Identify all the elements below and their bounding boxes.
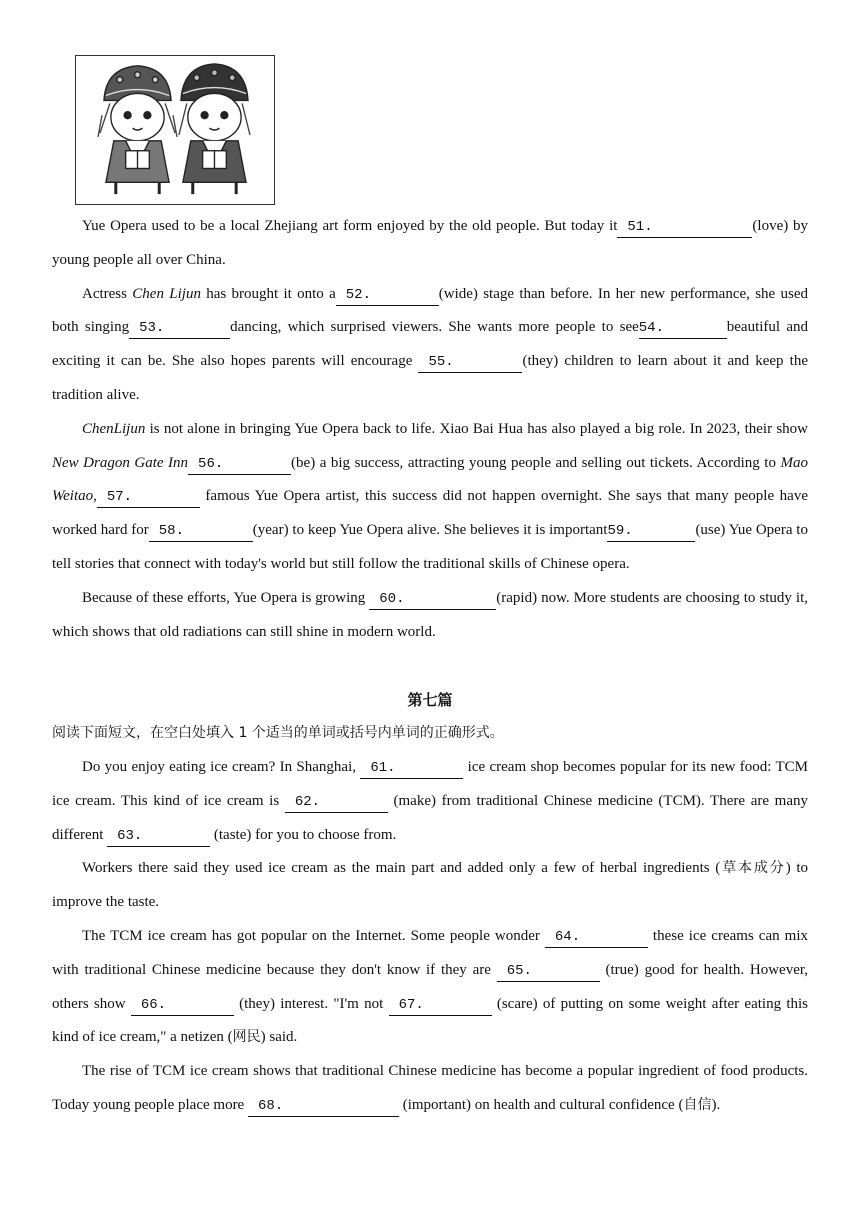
answer-blank-51[interactable]: 51.	[617, 216, 752, 238]
answer-blank-62[interactable]: 62.	[285, 791, 388, 813]
passage-six	[52, 210, 808, 649]
paragraph: Yue Opera used to be a local Zhejiang art form enjoyed by the old people. But today it 51. (love) by young people all over China.	[52, 218, 808, 268]
answer-blank-67[interactable]: 67.	[389, 994, 492, 1016]
paragraph: Because of these efforts, Yue Opera is growing 60. (rapid) now. More students are choosing to study it, which shows that old radiations can still shine in modern world.	[52, 589, 808, 640]
answer-blank-56[interactable]: 56.	[188, 453, 291, 475]
paragraph: Workers there said they used ice cream as the main part and added only a few of herbal ingredients (草本成分) to improve the taste.	[52, 860, 808, 911]
answer-blank-63[interactable]: 63.	[107, 825, 210, 847]
answer-blank-55[interactable]: 55.	[418, 351, 522, 373]
answer-blank-54[interactable]: 54.	[639, 317, 727, 339]
opera-figures-illustration	[75, 55, 275, 205]
paragraph: The TCM ice cream has got popular on the Internet. Some people wonder 64. these ice creams can mix with traditional Chinese medicine because they don't know if they are 65. (true) good for health. However, others show 66. (they) interest. "I'm not 67. (scare) of putting on some weight after eating this kind of ice cream," a netizen (网民) said.	[52, 927, 809, 1046]
answer-blank-53[interactable]: 53.	[129, 317, 230, 339]
opera-figures-drawing	[76, 56, 274, 204]
paragraph: ChenLijun is not alone in bringing Yue Opera back to life. Xiao Bai Hua has also played a big role. In 2023, their show New Dragon Gate Inn 56. (be) a big success, attracting young people and selling out tickets. According to Mao Weitao, 57. famous Yue Opera artist, this success did not happen overnight. She says that many people have worked hard for 58. (year) to keep Yue Opera alive. She believes it is important59. (use) Yue Opera to tell stories that connect with today's world but still follow the traditional skills of Chinese opera.	[52, 420, 808, 572]
paragraph: Actress Chen Lijun has brought it onto a 52. (wide) stage than before. In her new performance, she used both singing 53. dancing, which surprised viewers. She wants more people to see54. beautiful and exciting it can be. She also hopes parents will encourage 55. (they) children to learn about it and keep the tradition alive.	[52, 285, 808, 403]
answer-blank-66[interactable]: 66.	[131, 994, 234, 1016]
answer-blank-58[interactable]: 58.	[149, 520, 253, 542]
answer-blank-52[interactable]: 52.	[336, 284, 439, 306]
passage-seven	[52, 751, 808, 1123]
answer-blank-60[interactable]: 60.	[369, 588, 496, 610]
section-heading: 第七篇	[407, 691, 453, 709]
answer-blank-68[interactable]: 68.	[248, 1095, 399, 1117]
answer-blank-65[interactable]: 65.	[497, 960, 600, 982]
paragraph: The rise of TCM ice cream shows that traditional Chinese medicine has become a popular ingredient of food products. Today young people place more 68. (important) on health and cultural confidence (自信).	[52, 1055, 808, 1123]
answer-blank-64[interactable]: 64.	[545, 926, 648, 948]
answer-blank-59[interactable]: 59.	[607, 520, 695, 542]
answer-blank-57[interactable]: 57.	[97, 486, 200, 508]
answer-blank-61[interactable]: 61.	[360, 757, 463, 779]
paragraph: Do you enjoy eating ice cream? In Shanghai, 61. ice cream shop becomes popular for its new food: TCM ice cream. This kind of ice cream is 62. (make) from traditional Chinese medicine (TCM). There are many different 63. (taste) for you to choose from.	[52, 751, 808, 852]
instruction-text: 阅读下面短文，在空白处填入 1 个适当的单词或括号内单词的正确形式。	[52, 725, 504, 741]
